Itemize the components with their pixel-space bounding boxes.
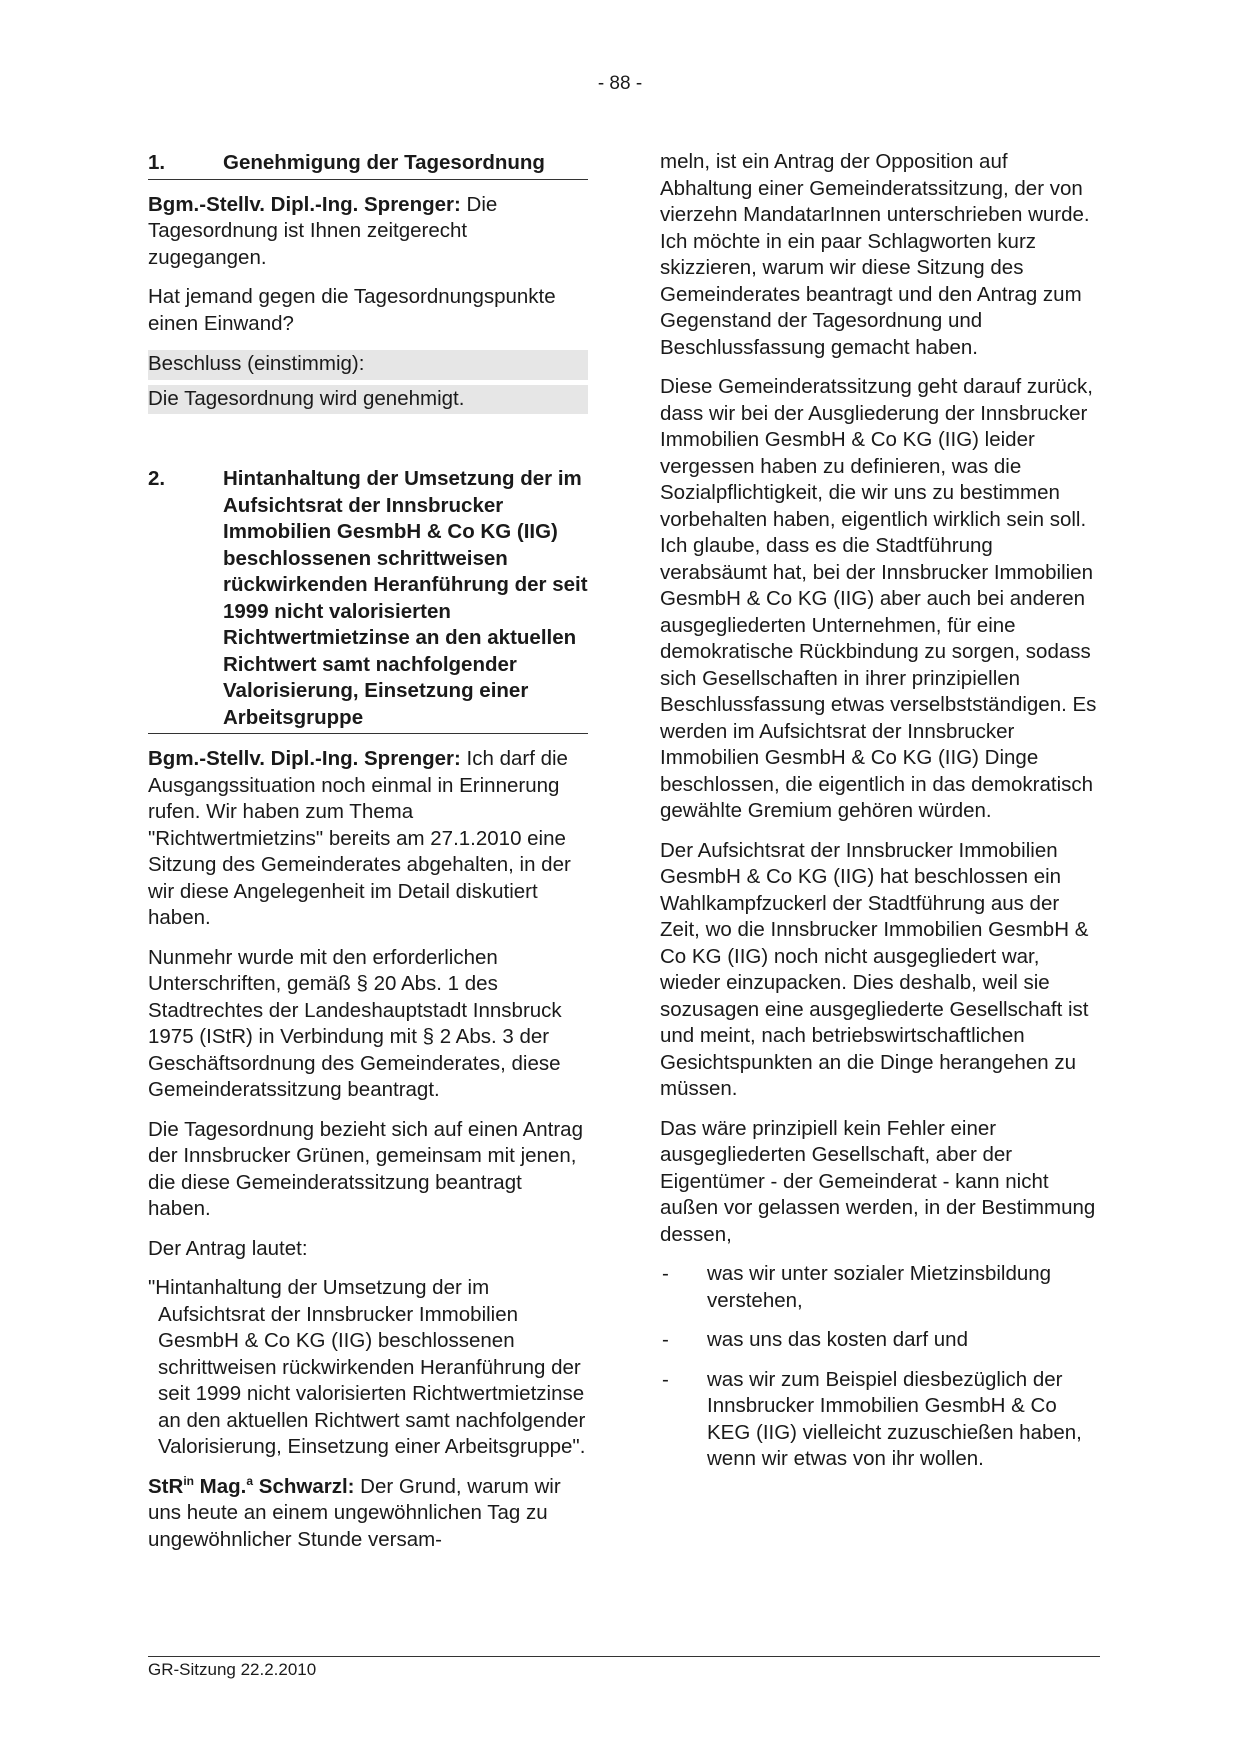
speaker-degree-suffix: a: [246, 1473, 254, 1488]
agenda-item-title: Genehmigung der Tagesordnung: [223, 151, 545, 174]
motion-quote: "Hintanhaltung der Umsetzung der im Aufsichtsrat der Innsbrucker Immobilien GesmbH & Co KG (IIG) beschlossenen schrittweisen rückwirkenden Heranführung der seit 1999 nicht valorisierten Richtwertmietzinse an den aktuellen Richtwert samt nachfolgender Valorisierung, Einsetzung einer Arbeitsgruppe".: [148, 1276, 586, 1458]
agenda-item-number: 2.: [148, 467, 166, 490]
paragraph: [148, 192, 588, 272]
paragraph-text: Der Grund, warum wir uns heute an einem ungewöhnlichen Tag zu ungewöhnlicher Stunde versam-: [148, 1474, 561, 1551]
speaker-surname: Schwarzl:: [253, 1474, 355, 1498]
speaker-degree: Mag.: [193, 1474, 247, 1498]
speaker-name: [148, 1475, 354, 1498]
resolution-text: Die Tagesordnung wird genehmigt.: [148, 385, 588, 415]
dash-list: [660, 1261, 1100, 1473]
paragraph-text: Die Tagesordnung ist Ihnen zeitgerecht zugegangen.: [148, 192, 498, 269]
speaker-title-suffix: in: [183, 1473, 194, 1488]
list-item: - was wir unter sozialer Mietzinsbildung verstehen,: [660, 1261, 1100, 1314]
paragraph: Die Tagesordnung bezieht sich auf einen Antrag der Innsbrucker Grünen, gemeinsam mit jenen, die diese Gemeinderatssitzung beantragt haben.: [148, 1117, 583, 1220]
paragraph: Der Aufsichtsrat der Innsbrucker Immobilien GesmbH & Co KG (IIG) hat beschlossen ein Wahlkampfzuckerl der Stadtführung aus der Zeit, wo die Innsbrucker Immobilien GesmbH & Co KG (IIG) noch nicht ausgegliedert war, wieder einzupacken. Dies deshalb, weil sie sozusagen eine ausgegliederte Gesellschaft ist und meint, nach betriebswirtschaftlichen Gesichtspunkten an die Dinge herangehen zu müssen.: [660, 838, 1089, 1100]
speaker-title: StR: [148, 1474, 184, 1498]
right-column: [660, 149, 1100, 1486]
list-item: - was wir zum Beispiel diesbezüglich der Innsbrucker Immobilien GesmbH & Co KEG (IIG) vielleicht zuzuschießen haben, wenn wir etwas von ihr wollen.: [660, 1367, 1100, 1473]
speaker-name: Bgm.-Stellv. Dipl.-Ing. Sprenger:: [148, 747, 461, 770]
paragraph-text: Ich darf die Ausgangssituation noch einmal in Erinnerung rufen. Wir haben zum Thema "Richtwertmietzins" bereits am 27.1.2010 eine Sitzung des Gemeinderates abgehalten, in der wir diese Angelegenheit im Detail diskutiert haben.: [148, 747, 571, 929]
page-number: - 88 -: [597, 73, 643, 94]
footer-text: GR-Sitzung 22.2.2010: [148, 1660, 317, 1679]
paragraph: [148, 1474, 588, 1554]
agenda-item-title: Hintanhaltung der Umsetzung der im Aufsichtsrat der Innsbrucker Immobilien GesmbH & Co KG (IIG) beschlossenen schrittweisen rückwirkenden Heranführung der seit 1999 nicht valorisierten Richtwertmietzinse an den aktuellen Richtwert samt nachfolgender Valorisierung, Einsetzung einer Arbeitsgruppe: [223, 467, 588, 729]
footer-divider: [148, 1656, 1100, 1657]
paragraph: Nunmehr wurde mit den erforderlichen Unterschriften, gemäß § 20 Abs. 1 des Stadtrechtes der Landeshauptstadt Innsbruck 1975 (IStR) in Verbindung mit § 2 Abs. 3 der Geschäftsordnung des Gemeinderates, diese Gemeinderatssitzung beantragt.: [148, 945, 562, 1101]
paragraph: Hat jemand gegen die Tagesordnungspunkte einen Einwand?: [148, 285, 556, 335]
agenda-item-number: 1.: [148, 151, 166, 174]
resolution-label: Beschluss (einstimmig):: [148, 350, 588, 380]
left-column: [148, 150, 588, 1566]
agenda-item-2-heading: [148, 466, 588, 734]
agenda-item-1-heading: [148, 150, 588, 180]
paragraph: Der Antrag lautet:: [148, 1236, 308, 1260]
paragraph: Das wäre prinzipiell kein Fehler einer ausgegliederten Gesellschaft, aber der Eigentümer - der Gemeinderat - kann nicht außen vor gelassen werden, in der Bestimmung dessen,: [660, 1116, 1096, 1246]
paragraph: meln, ist ein Antrag der Opposition auf Abhaltung einer Gemeinderatssitzung, der von vierzehn MandatarInnen unterschrieben wurde. Ich möchte in ein paar Schlagworten kurz skizzieren, warum wir diese Sitzung des Gemeinderates beantragt und den Antrag zum Gegenstand der Tagesordnung und Beschlussfassung gemacht haben.: [660, 150, 1090, 359]
speaker-name: Bgm.-Stellv. Dipl.-Ing. Sprenger:: [148, 192, 461, 216]
paragraph: [148, 746, 588, 932]
list-item: - was uns das kosten darf und: [660, 1327, 1100, 1354]
paragraph: Diese Gemeinderatssitzung geht darauf zurück, dass wir bei der Ausgliederung der Innsbrucker Immobilien GesmbH & Co KG (IIG) leider vergessen haben zu definieren, was die Sozialpflichtigkeit, die wir uns zu bestimmen vorbehalten haben, eigentlich wirklich sein soll. Ich glaube, dass es die Stadtführung verabsäumt hat, bei der Innsbrucker Immobilien GesmbH & Co KG (IIG) aber auch bei anderen ausgegliederten Unternehmen, für eine demokratische Rückbindung zu sorgen, sodass sich Gesellschaften in ihrer prinzipiellen Beschlussfassung etwas verselbstständigen. Es werden im Aufsichtsrat der Innsbrucker Immobilien GesmbH & Co KG (IIG) Dinge beschlossen, die eigentlich in das demokratisch gewählte Gremium gehören würden.: [660, 375, 1097, 822]
